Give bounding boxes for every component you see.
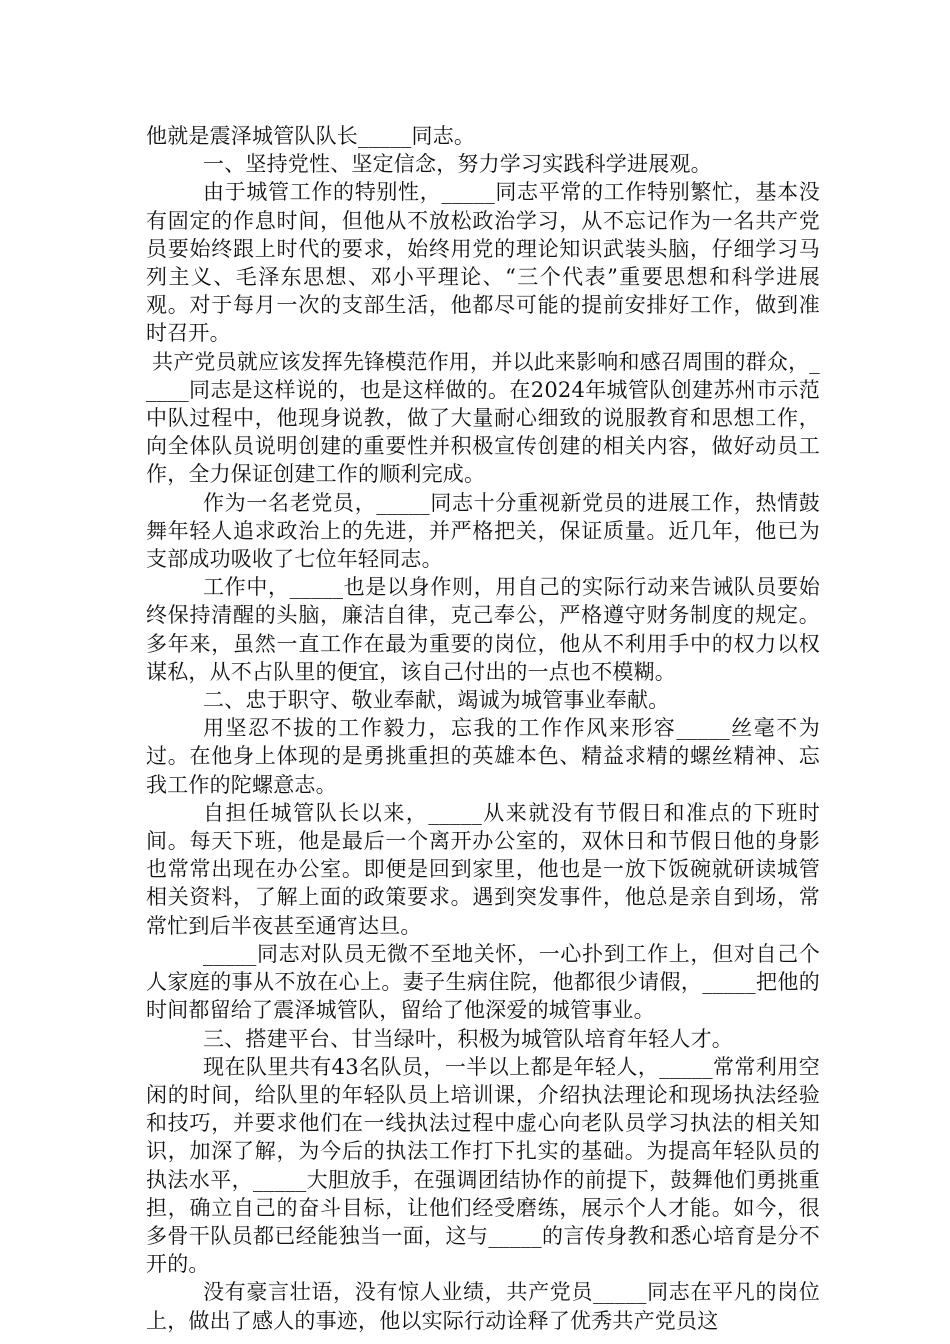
paragraph-work-spirit: 用坚忍不拔的工作毅力，忘我的工作作风来形容_____丝毫不为过。在他身上体现的是勇挑重担的英雄本色、精益求精的螺丝精神、忘我工作的陀螺意志。 (146, 716, 820, 797)
paragraph-vanguard-role: 共产党员就应该发挥先锋模范作用，并以此来影响和感召周围的群众，_____同志是这样说的，也是这样做的。在2024年城管队创建苏州市示范中队过程中，他现身说教，做了大量耐心细致的说服教育和思想工作，向全体队员说明创建的重要性并积极宣传创建的相关内容，做好动员工作，全力保证创建工作的顺利完成。 (146, 349, 820, 487)
section-heading-three: 三、搭建平台、甘当绿叶，积极为城管队培育年轻人才。 (203, 1026, 733, 1051)
paragraph-self-discipline: 工作中，_____也是以身作则，用自己的实际行动来告诫队员要始终保持清醒的头脑，廉洁自律，克己奉公，严格遵守财务制度的规定。多年来，虽然一直工作在最为重要的岗位，他从不利用手中的权力以权谋私，从不占队里的便宜，该自己付出的一点也不模糊。 (146, 575, 820, 684)
section-heading-two: 二、忠于职守、敬业奉献，竭诚为城管事业奉献。 (203, 688, 670, 713)
paragraph-no-holidays: 自担任城管队长以来，_____从来就没有节假日和准点的下班时间。每天下班，他是最后一个离开办公室的，双休日和节假日他的身影也常常出现在办公室。即便是回到家里，他也是一放下饭碗就研读城管相关资料，了解上面的政策要求。遇到突发事件，他总是亲自到场，常常忙到后半夜甚至通宵达旦。 (146, 800, 820, 938)
paragraph-conclusion: 没有豪言壮语，没有惊人业绩，共产党员_____同志在平凡的岗位上，做出了感人的事迹，他以实际行动诠释了优秀共产党员这 (146, 1280, 820, 1333)
paragraph-care-for-team: _____同志对队员无微不至地关怀，一心扑到工作上，但对自己个人家庭的事从不放在心上。妻子生病住院，他都很少请假，_____把他的时间都留给了震泽城管队，留给了他深爱的城管事业。 (146, 941, 820, 1023)
paragraph-intro-line: 他就是震泽城管队队长_____同志。 (146, 124, 476, 148)
paragraph-new-members: 作为一名老党员，_____同志十分重视新党员的进展工作，热情鼓舞年轻人追求政治上的先进，并严格把关，保证质量。近几年，他已为支部成功吸收了七位年轻同志。 (146, 490, 820, 572)
paragraph-political-study: 由于城管工作的特别性，_____同志平常的工作特别繁忙，基本没有固定的作息时间，但他从不放松政治学习，从不忘记作为一名共产党员要始终跟上时代的要求，始终用党的理论知识武装头脑，仔细学习马列主义、毛泽东思想、邓小平理论、“三个代表”重要思想和科学进展观。对于每月一次的支部生活，他都尽可能的提前安排好工作，做到准时召开。 (146, 180, 820, 346)
section-heading-one: 一、坚持党性、坚定信念，努力学习实践科学进展观。 (203, 152, 712, 177)
document-body (146, 122, 820, 1335)
paragraph-training-youth: 现在队里共有43名队员，一半以上都是年轻人，_____常常利用空闲的时间，给队里的年轻队员上培训课，介绍执法理论和现场执法经验和技巧，并要求他们在一线执法过程中虚心向老队员学习执法的相关知识，加深了解，为今后的执法工作打下扎实的基础。为提高年轻队员的执法水平，_____大胆放手，在强调团结协作的前提下，鼓舞他们勇挑重担，确立自己的奋斗目标，让他们经受磨练，展示个人才能。如今，很多骨干队员都已经能独当一面，这与_____的言传身教和悉心培育是分不开的。 (146, 1054, 820, 1277)
